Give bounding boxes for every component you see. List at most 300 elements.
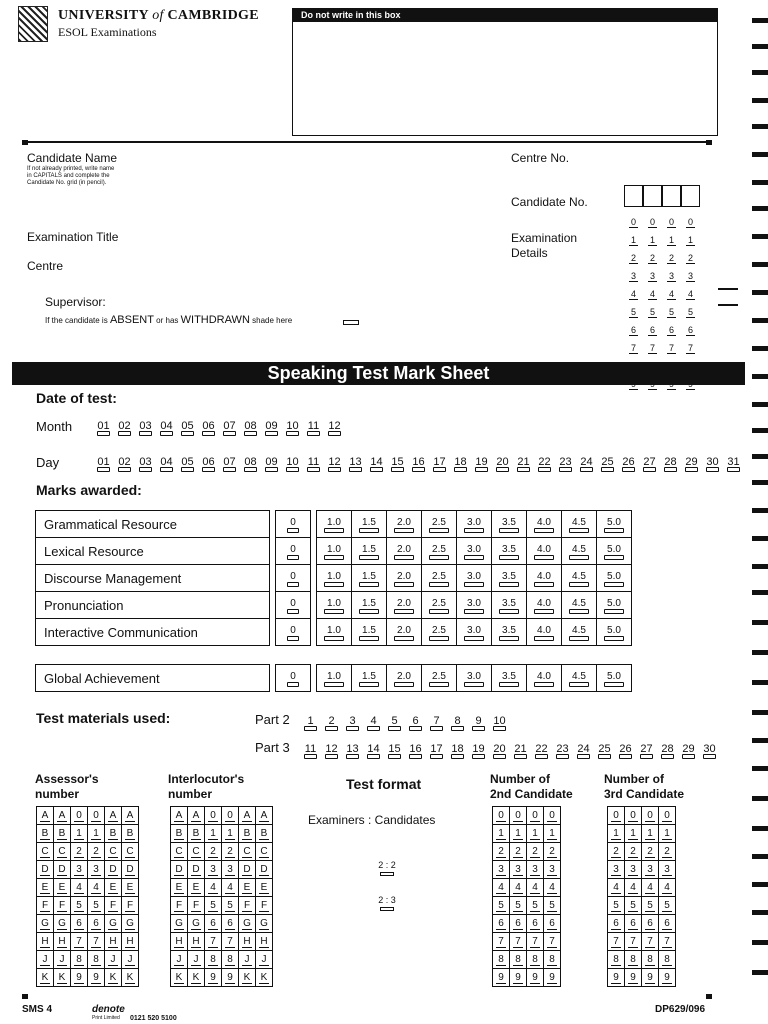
interlocutor-option-cell[interactable] (188, 897, 205, 915)
score-cell[interactable] (317, 511, 352, 538)
assessor-option-cell[interactable] (37, 807, 54, 825)
score-cell[interactable] (527, 665, 562, 692)
interlocutor-option-cell[interactable] (171, 843, 188, 861)
score-cell[interactable] (597, 538, 632, 565)
score-option[interactable]: 3.5 (502, 571, 516, 585)
score-cell[interactable] (276, 665, 311, 692)
day-option[interactable]: 24 (576, 456, 597, 468)
third-candidate-option-cell[interactable] (642, 915, 659, 933)
second-candidate-option-cell[interactable] (527, 951, 544, 969)
candidate-digit-option[interactable] (643, 306, 662, 320)
part2-option[interactable]: 4 (363, 715, 384, 727)
assessor-option-cell[interactable] (88, 807, 105, 825)
assessor-option-cell[interactable] (105, 825, 122, 843)
interlocutor-option-cell[interactable] (188, 933, 205, 951)
assessor-option-cell[interactable] (105, 915, 122, 933)
candidate-no-box[interactable] (681, 185, 700, 207)
assessor-option-cell[interactable] (54, 807, 71, 825)
score-option[interactable]: 5.0 (607, 625, 621, 639)
third-candidate-option-cell[interactable] (625, 915, 642, 933)
score-cell[interactable] (527, 592, 562, 619)
score-option[interactable]: 5.0 (607, 517, 621, 531)
candidate-digit-option[interactable] (624, 216, 643, 230)
score-option[interactable]: 2.5 (432, 571, 446, 585)
interlocutor-option-cell[interactable] (256, 933, 273, 951)
third-candidate-option-cell[interactable] (659, 879, 676, 897)
second-candidate-option-cell[interactable] (493, 915, 510, 933)
day-option[interactable]: 30 (702, 456, 723, 468)
candidate-digit-option[interactable] (681, 270, 700, 284)
third-candidate-option-cell[interactable] (625, 933, 642, 951)
score-cell[interactable] (422, 592, 457, 619)
score-option[interactable]: 0 (290, 571, 296, 585)
interlocutor-option-cell[interactable] (256, 969, 273, 987)
interlocutor-option-cell[interactable] (171, 879, 188, 897)
candidate-no-box[interactable] (662, 185, 681, 207)
score-cell[interactable] (527, 619, 562, 646)
third-candidate-option-cell[interactable] (659, 861, 676, 879)
assessor-option-cell[interactable] (105, 843, 122, 861)
assessor-option-cell[interactable] (37, 951, 54, 969)
score-option[interactable]: 4.0 (537, 571, 551, 585)
part3-option[interactable]: 27 (636, 743, 657, 755)
score-cell[interactable] (317, 665, 352, 692)
part3-option[interactable]: 24 (573, 743, 594, 755)
month-option[interactable]: 01 (93, 420, 114, 432)
candidate-digit-option[interactable] (681, 306, 700, 320)
interlocutor-option-cell[interactable] (222, 861, 239, 879)
assessor-option-cell[interactable] (54, 897, 71, 915)
assessor-option-cell[interactable] (122, 897, 139, 915)
score-option[interactable]: 2.5 (432, 517, 446, 531)
interlocutor-option-cell[interactable] (239, 843, 256, 861)
score-cell[interactable] (457, 511, 492, 538)
score-option[interactable]: 1.0 (327, 544, 341, 558)
second-candidate-option-cell[interactable] (510, 843, 527, 861)
third-candidate-option-cell[interactable] (608, 843, 625, 861)
interlocutor-option-cell[interactable] (205, 933, 222, 951)
interlocutor-option-cell[interactable] (188, 807, 205, 825)
assessor-option-cell[interactable] (88, 897, 105, 915)
interlocutor-option-cell[interactable] (239, 969, 256, 987)
score-cell[interactable] (492, 565, 527, 592)
score-option[interactable]: 1.5 (362, 625, 376, 639)
interlocutor-option-cell[interactable] (222, 879, 239, 897)
part2-option[interactable]: 5 (384, 715, 405, 727)
third-candidate-option-cell[interactable] (642, 951, 659, 969)
score-option[interactable]: 4.0 (537, 517, 551, 531)
score-option[interactable]: 4.5 (572, 571, 586, 585)
score-cell[interactable] (387, 619, 422, 646)
score-cell[interactable] (492, 619, 527, 646)
candidate-digit-option[interactable] (662, 324, 681, 338)
score-option[interactable]: 1.0 (327, 571, 341, 585)
candidate-digit-option[interactable] (624, 234, 643, 248)
score-option[interactable]: 1.0 (327, 598, 341, 612)
interlocutor-option-cell[interactable] (171, 861, 188, 879)
assessor-option-cell[interactable] (71, 807, 88, 825)
interlocutor-option-cell[interactable] (239, 879, 256, 897)
interlocutor-option-cell[interactable] (222, 969, 239, 987)
part2-option[interactable]: 9 (468, 715, 489, 727)
interlocutor-option-cell[interactable] (256, 951, 273, 969)
second-candidate-option-cell[interactable] (510, 807, 527, 825)
interlocutor-option-cell[interactable] (205, 843, 222, 861)
score-cell[interactable] (352, 619, 387, 646)
assessor-option-cell[interactable] (105, 969, 122, 987)
score-cell[interactable] (457, 538, 492, 565)
score-option[interactable]: 3.0 (467, 517, 481, 531)
score-option[interactable]: 5.0 (607, 544, 621, 558)
day-option[interactable]: 27 (639, 456, 660, 468)
assessor-option-cell[interactable] (71, 969, 88, 987)
score-cell[interactable] (317, 538, 352, 565)
assessor-option-cell[interactable] (122, 861, 139, 879)
candidate-no-box[interactable] (624, 185, 643, 207)
assessor-option-cell[interactable] (54, 915, 71, 933)
score-option[interactable]: 4.0 (537, 671, 551, 685)
assessor-option-cell[interactable] (54, 879, 71, 897)
score-option[interactable]: 2.5 (432, 671, 446, 685)
score-cell[interactable] (562, 511, 597, 538)
assessor-option-cell[interactable] (122, 915, 139, 933)
score-option[interactable]: 4.5 (572, 517, 586, 531)
score-option[interactable]: 1.0 (327, 671, 341, 685)
second-candidate-option-cell[interactable] (493, 969, 510, 987)
third-candidate-option-cell[interactable] (608, 951, 625, 969)
third-candidate-option-cell[interactable] (625, 843, 642, 861)
part3-option[interactable]: 15 (384, 743, 405, 755)
score-cell[interactable] (352, 538, 387, 565)
interlocutor-option-cell[interactable] (171, 951, 188, 969)
day-option[interactable]: 18 (450, 456, 471, 468)
part2-option[interactable]: 7 (426, 715, 447, 727)
interlocutor-option-cell[interactable] (171, 897, 188, 915)
candidate-digit-option[interactable] (643, 342, 662, 356)
third-candidate-option-cell[interactable] (625, 951, 642, 969)
day-option[interactable]: 08 (240, 456, 261, 468)
assessor-option-cell[interactable] (71, 843, 88, 861)
second-candidate-option-cell[interactable] (510, 897, 527, 915)
assessor-option-cell[interactable] (88, 843, 105, 861)
candidate-digit-option[interactable] (624, 270, 643, 284)
part2-option[interactable]: 10 (489, 715, 510, 727)
score-cell[interactable] (492, 511, 527, 538)
score-cell[interactable] (492, 592, 527, 619)
candidate-no-box[interactable] (643, 185, 662, 207)
score-option[interactable]: 1.0 (327, 517, 341, 531)
third-candidate-option-cell[interactable] (659, 969, 676, 987)
score-option[interactable]: 2.0 (397, 598, 411, 612)
score-option[interactable]: 3.5 (502, 544, 516, 558)
score-option[interactable]: 4.0 (537, 598, 551, 612)
assessor-option-cell[interactable] (37, 897, 54, 915)
candidate-digit-option[interactable] (681, 252, 700, 266)
interlocutor-option-cell[interactable] (188, 825, 205, 843)
second-candidate-option-cell[interactable] (510, 969, 527, 987)
part3-option[interactable]: 17 (426, 743, 447, 755)
second-candidate-option-cell[interactable] (493, 951, 510, 969)
third-candidate-option-cell[interactable] (608, 807, 625, 825)
month-option[interactable]: 09 (261, 420, 282, 432)
assessor-option-cell[interactable] (54, 843, 71, 861)
second-candidate-option-cell[interactable] (527, 915, 544, 933)
score-option[interactable]: 0 (290, 544, 296, 558)
score-cell[interactable] (562, 538, 597, 565)
score-cell[interactable] (422, 511, 457, 538)
interlocutor-option-cell[interactable] (239, 951, 256, 969)
interlocutor-option-cell[interactable] (239, 897, 256, 915)
second-candidate-option-cell[interactable] (544, 915, 561, 933)
interlocutor-option-cell[interactable] (239, 861, 256, 879)
part3-option[interactable]: 29 (678, 743, 699, 755)
part3-option[interactable]: 25 (594, 743, 615, 755)
part3-option[interactable]: 19 (468, 743, 489, 755)
score-cell[interactable] (562, 665, 597, 692)
part3-option[interactable]: 26 (615, 743, 636, 755)
day-option[interactable]: 07 (219, 456, 240, 468)
score-option[interactable]: 4.5 (572, 671, 586, 685)
second-candidate-option-cell[interactable] (510, 933, 527, 951)
interlocutor-option-cell[interactable] (171, 933, 188, 951)
assessor-option-cell[interactable] (88, 861, 105, 879)
score-cell[interactable] (276, 619, 311, 646)
month-option[interactable]: 04 (156, 420, 177, 432)
interlocutor-option-cell[interactable] (256, 825, 273, 843)
score-option[interactable]: 4.0 (537, 544, 551, 558)
score-cell[interactable] (527, 538, 562, 565)
day-option[interactable]: 09 (261, 456, 282, 468)
candidate-digit-option[interactable] (662, 306, 681, 320)
score-option[interactable]: 3.5 (502, 598, 516, 612)
assessor-option-cell[interactable] (37, 933, 54, 951)
second-candidate-option-cell[interactable] (527, 807, 544, 825)
score-option[interactable]: 3.0 (467, 598, 481, 612)
second-candidate-option-cell[interactable] (493, 843, 510, 861)
assessor-option-cell[interactable] (122, 843, 139, 861)
part2-option[interactable]: 2 (321, 715, 342, 727)
second-candidate-option-cell[interactable] (510, 915, 527, 933)
assessor-option-cell[interactable] (37, 825, 54, 843)
assessor-option-cell[interactable] (105, 879, 122, 897)
interlocutor-option-cell[interactable] (256, 861, 273, 879)
month-option[interactable]: 07 (219, 420, 240, 432)
second-candidate-option-cell[interactable] (544, 861, 561, 879)
interlocutor-option-cell[interactable] (239, 915, 256, 933)
candidate-digit-option[interactable] (662, 342, 681, 356)
interlocutor-option-cell[interactable] (205, 951, 222, 969)
interlocutor-option-cell[interactable] (205, 825, 222, 843)
score-cell[interactable] (352, 565, 387, 592)
interlocutor-option-cell[interactable] (171, 969, 188, 987)
third-candidate-option-cell[interactable] (642, 825, 659, 843)
assessor-option-cell[interactable] (105, 807, 122, 825)
assessor-option-cell[interactable] (105, 861, 122, 879)
interlocutor-option-cell[interactable] (222, 915, 239, 933)
part3-option[interactable]: 18 (447, 743, 468, 755)
assessor-option-cell[interactable] (88, 915, 105, 933)
second-candidate-option-cell[interactable] (544, 897, 561, 915)
assessor-option-cell[interactable] (54, 951, 71, 969)
score-cell[interactable] (317, 592, 352, 619)
score-cell[interactable] (597, 665, 632, 692)
third-candidate-option-cell[interactable] (642, 969, 659, 987)
score-option[interactable]: 3.0 (467, 625, 481, 639)
score-option[interactable]: 3.5 (502, 625, 516, 639)
interlocutor-option-cell[interactable] (205, 879, 222, 897)
interlocutor-option-cell[interactable] (171, 807, 188, 825)
score-cell[interactable] (276, 592, 311, 619)
day-option[interactable]: 28 (660, 456, 681, 468)
day-option[interactable]: 03 (135, 456, 156, 468)
second-candidate-option-cell[interactable] (510, 951, 527, 969)
day-option[interactable]: 06 (198, 456, 219, 468)
score-cell[interactable] (317, 565, 352, 592)
interlocutor-option-cell[interactable] (188, 951, 205, 969)
candidate-digit-option[interactable] (662, 270, 681, 284)
candidate-digit-option[interactable] (624, 306, 643, 320)
interlocutor-option-cell[interactable] (239, 825, 256, 843)
part3-option[interactable]: 22 (531, 743, 552, 755)
assessor-option-cell[interactable] (122, 807, 139, 825)
score-cell[interactable] (527, 511, 562, 538)
assessor-option-cell[interactable] (122, 933, 139, 951)
score-option[interactable]: 3.0 (467, 544, 481, 558)
day-option[interactable]: 19 (471, 456, 492, 468)
third-candidate-option-cell[interactable] (659, 825, 676, 843)
day-option[interactable]: 05 (177, 456, 198, 468)
interlocutor-option-cell[interactable] (205, 969, 222, 987)
day-option[interactable]: 01 (93, 456, 114, 468)
score-option[interactable]: 1.5 (362, 544, 376, 558)
assessor-option-cell[interactable] (37, 969, 54, 987)
part3-option[interactable]: 28 (657, 743, 678, 755)
score-cell[interactable] (387, 565, 422, 592)
candidate-digit-option[interactable] (681, 342, 700, 356)
third-candidate-option-cell[interactable] (625, 825, 642, 843)
candidate-digit-option[interactable] (643, 288, 662, 302)
month-option[interactable]: 05 (177, 420, 198, 432)
interlocutor-option-cell[interactable] (205, 807, 222, 825)
assessor-option-cell[interactable] (88, 825, 105, 843)
interlocutor-option-cell[interactable] (205, 861, 222, 879)
score-cell[interactable] (562, 592, 597, 619)
score-option[interactable]: 2.0 (397, 671, 411, 685)
candidate-digit-option[interactable] (624, 252, 643, 266)
third-candidate-option-cell[interactable] (608, 969, 625, 987)
interlocutor-option-cell[interactable] (222, 843, 239, 861)
candidate-digit-option[interactable] (662, 288, 681, 302)
assessor-option-cell[interactable] (105, 897, 122, 915)
interlocutor-option-cell[interactable] (222, 825, 239, 843)
score-cell[interactable] (457, 592, 492, 619)
interlocutor-option-cell[interactable] (205, 915, 222, 933)
format-2-3-option[interactable]: 2 : 3 (372, 895, 402, 911)
day-option[interactable]: 14 (366, 456, 387, 468)
candidate-digit-option[interactable] (662, 216, 681, 230)
score-option[interactable]: 3.0 (467, 571, 481, 585)
candidate-digit-option[interactable] (624, 288, 643, 302)
candidate-digit-option[interactable] (681, 288, 700, 302)
second-candidate-option-cell[interactable] (527, 843, 544, 861)
score-cell[interactable] (562, 565, 597, 592)
format-2-2-option[interactable]: 2 : 2 (372, 860, 402, 876)
score-option[interactable]: 3.5 (502, 671, 516, 685)
assessor-option-cell[interactable] (71, 825, 88, 843)
score-option[interactable]: 1.5 (362, 598, 376, 612)
part3-option[interactable]: 21 (510, 743, 531, 755)
score-cell[interactable] (422, 665, 457, 692)
day-option[interactable]: 17 (429, 456, 450, 468)
assessor-option-cell[interactable] (54, 933, 71, 951)
month-option[interactable]: 12 (324, 420, 345, 432)
score-option[interactable]: 5.0 (607, 571, 621, 585)
second-candidate-option-cell[interactable] (527, 825, 544, 843)
candidate-digit-option[interactable] (643, 234, 662, 248)
score-cell[interactable] (422, 538, 457, 565)
score-option[interactable]: 1.5 (362, 671, 376, 685)
day-option[interactable]: 31 (723, 456, 744, 468)
second-candidate-option-cell[interactable] (544, 933, 561, 951)
day-option[interactable]: 04 (156, 456, 177, 468)
assessor-option-cell[interactable] (37, 915, 54, 933)
month-option[interactable]: 10 (282, 420, 303, 432)
assessor-option-cell[interactable] (54, 861, 71, 879)
third-candidate-option-cell[interactable] (608, 915, 625, 933)
second-candidate-option-cell[interactable] (544, 951, 561, 969)
second-candidate-option-cell[interactable] (527, 861, 544, 879)
third-candidate-option-cell[interactable] (625, 861, 642, 879)
day-option[interactable]: 10 (282, 456, 303, 468)
candidate-digit-option[interactable] (624, 324, 643, 338)
month-option[interactable]: 08 (240, 420, 261, 432)
score-option[interactable]: 2.5 (432, 544, 446, 558)
day-option[interactable]: 29 (681, 456, 702, 468)
part2-option[interactable]: 1 (300, 715, 321, 727)
interlocutor-option-cell[interactable] (188, 969, 205, 987)
interlocutor-option-cell[interactable] (188, 879, 205, 897)
third-candidate-option-cell[interactable] (608, 897, 625, 915)
day-option[interactable]: 11 (303, 456, 324, 468)
second-candidate-option-cell[interactable] (493, 897, 510, 915)
assessor-option-cell[interactable] (122, 951, 139, 969)
part3-option[interactable]: 20 (489, 743, 510, 755)
score-option[interactable]: 4.5 (572, 598, 586, 612)
day-option[interactable]: 21 (513, 456, 534, 468)
assessor-option-cell[interactable] (71, 915, 88, 933)
assessor-option-cell[interactable] (54, 969, 71, 987)
part3-option[interactable]: 14 (363, 743, 384, 755)
day-option[interactable]: 20 (492, 456, 513, 468)
score-option[interactable]: 5.0 (607, 671, 621, 685)
second-candidate-option-cell[interactable] (527, 969, 544, 987)
day-option[interactable]: 13 (345, 456, 366, 468)
day-option[interactable]: 16 (408, 456, 429, 468)
second-candidate-option-cell[interactable] (527, 879, 544, 897)
third-candidate-option-cell[interactable] (659, 897, 676, 915)
score-option[interactable]: 0 (290, 625, 296, 639)
interlocutor-option-cell[interactable] (188, 861, 205, 879)
second-candidate-option-cell[interactable] (527, 897, 544, 915)
day-option[interactable]: 23 (555, 456, 576, 468)
part3-option[interactable]: 11 (300, 743, 321, 755)
second-candidate-option-cell[interactable] (527, 933, 544, 951)
second-candidate-option-cell[interactable] (510, 879, 527, 897)
second-candidate-option-cell[interactable] (493, 861, 510, 879)
interlocutor-option-cell[interactable] (188, 915, 205, 933)
score-cell[interactable] (387, 665, 422, 692)
score-option[interactable]: 4.5 (572, 544, 586, 558)
